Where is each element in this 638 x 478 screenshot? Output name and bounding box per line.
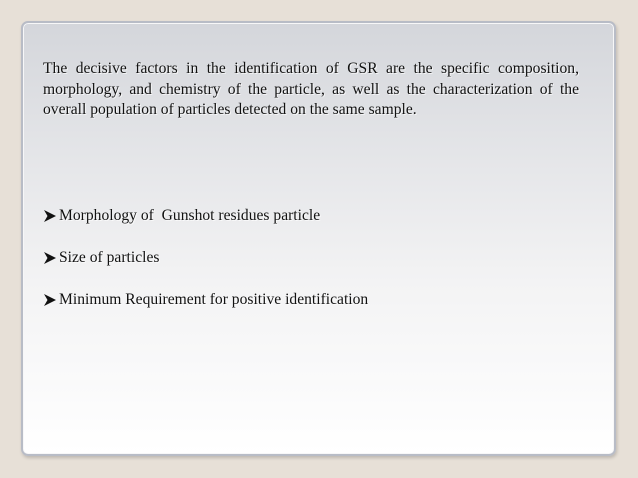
- intro-paragraph: The decisive factors in the identification of GSR are the specific composition, morphology, and chemistry of the particle, as well as the characterization of the overall population of particles detected on the same sample.: [43, 60, 579, 118]
- arrow-bullet-icon: [43, 293, 57, 307]
- bullet-list: [43, 206, 368, 332]
- bullet-item-morphology: [43, 206, 368, 226]
- bullet-text: Morphology of Gunshot residues particle: [59, 207, 321, 224]
- bullet-item-requirement: [43, 290, 368, 310]
- slide-frame: [21, 21, 616, 456]
- arrow-bullet-icon: [43, 209, 57, 223]
- bullet-text: Size of particles: [59, 249, 160, 266]
- bullet-text: Minimum Requirement for positive identification: [59, 291, 369, 308]
- bullet-item-size: [43, 248, 368, 268]
- arrow-bullet-icon: [43, 251, 57, 265]
